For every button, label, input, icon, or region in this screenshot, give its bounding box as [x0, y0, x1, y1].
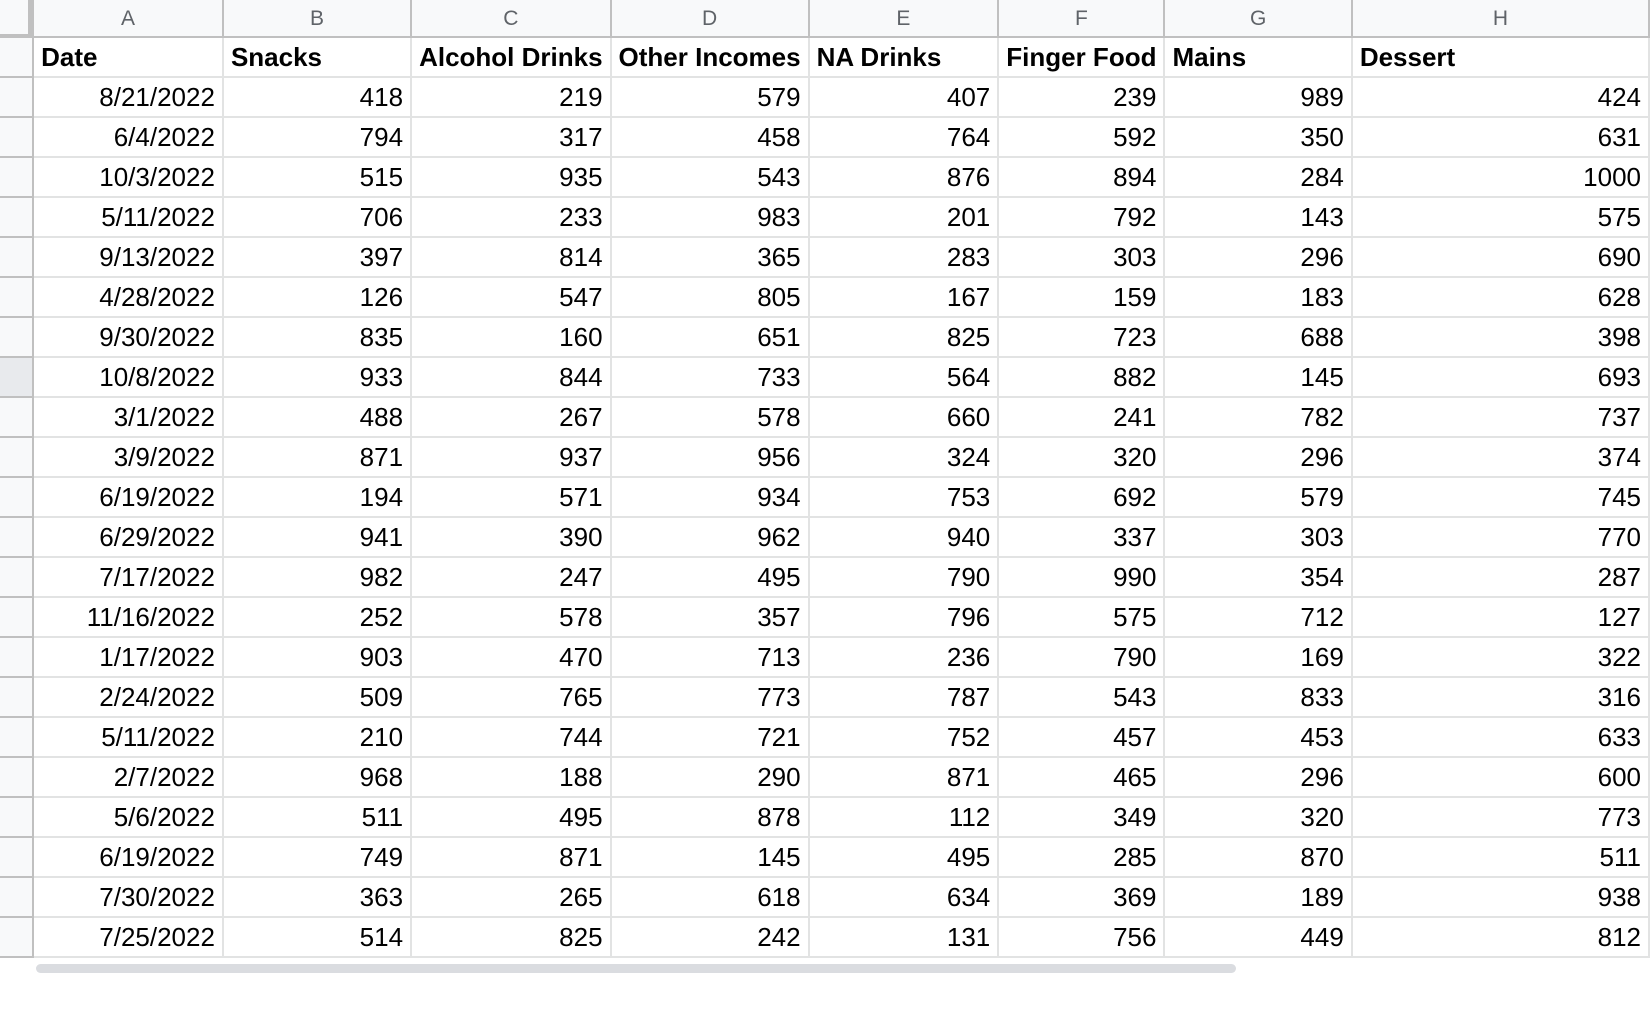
value-cell[interactable]: 933	[223, 357, 411, 397]
value-cell[interactable]: 488	[223, 397, 411, 437]
value-cell[interactable]: 126	[223, 277, 411, 317]
value-cell[interactable]: 418	[223, 77, 411, 117]
value-cell[interactable]: 941	[223, 517, 411, 557]
value-cell[interactable]: 692	[998, 477, 1164, 517]
value-cell[interactable]: 805	[611, 277, 809, 317]
table-row	[0, 277, 1649, 317]
value-cell[interactable]: 796	[809, 597, 999, 637]
date-cell[interactable]: 6/19/2022	[33, 837, 223, 877]
row-header[interactable]	[0, 397, 33, 437]
value-cell[interactable]: 870	[1164, 837, 1351, 877]
table-row	[0, 597, 1649, 637]
table-row	[0, 797, 1649, 837]
table-row	[0, 477, 1649, 517]
value-cell[interactable]: 390	[411, 517, 610, 557]
value-cell[interactable]: 160	[411, 317, 610, 357]
value-cell[interactable]: 357	[611, 597, 809, 637]
value-cell[interactable]: 792	[998, 197, 1164, 237]
row-header[interactable]	[0, 437, 33, 477]
row-header[interactable]	[0, 197, 33, 237]
value-cell[interactable]: 770	[1352, 517, 1649, 557]
value-cell[interactable]: 787	[809, 677, 999, 717]
value-cell[interactable]: 937	[411, 437, 610, 477]
row-header[interactable]	[0, 717, 33, 757]
value-cell[interactable]: 773	[1352, 797, 1649, 837]
value-cell[interactable]: 397	[223, 237, 411, 277]
row-header[interactable]	[0, 557, 33, 597]
value-cell[interactable]: 989	[1164, 77, 1351, 117]
row-header[interactable]	[0, 277, 33, 317]
value-cell[interactable]: 628	[1352, 277, 1649, 317]
header-cell[interactable]: Date	[33, 37, 223, 77]
value-cell[interactable]: 317	[411, 117, 610, 157]
row-header[interactable]	[0, 877, 33, 917]
row-header[interactable]	[0, 157, 33, 197]
value-cell[interactable]: 543	[611, 157, 809, 197]
column-header-f[interactable]: F	[998, 0, 1164, 37]
table-row	[0, 437, 1649, 477]
value-cell[interactable]: 982	[223, 557, 411, 597]
value-cell[interactable]: 183	[1164, 277, 1351, 317]
value-cell[interactable]: 350	[1164, 117, 1351, 157]
value-cell[interactable]: 660	[809, 397, 999, 437]
value-cell[interactable]: 721	[611, 717, 809, 757]
value-cell[interactable]: 242	[611, 917, 809, 957]
value-cell[interactable]: 458	[611, 117, 809, 157]
value-cell[interactable]: 575	[998, 597, 1164, 637]
value-cell[interactable]: 1000	[1352, 157, 1649, 197]
value-cell[interactable]: 252	[223, 597, 411, 637]
value-cell[interactable]: 398	[1352, 317, 1649, 357]
corner-divider	[28, 0, 32, 37]
value-cell[interactable]: 511	[223, 797, 411, 837]
value-cell[interactable]: 712	[1164, 597, 1351, 637]
value-cell[interactable]: 744	[411, 717, 610, 757]
date-cell[interactable]: 7/17/2022	[33, 557, 223, 597]
value-cell[interactable]: 320	[998, 437, 1164, 477]
value-cell[interactable]: 354	[1164, 557, 1351, 597]
value-cell[interactable]: 547	[411, 277, 610, 317]
date-cell[interactable]: 2/7/2022	[33, 757, 223, 797]
row-header[interactable]	[0, 597, 33, 637]
row-header[interactable]	[0, 237, 33, 277]
value-cell[interactable]: 578	[411, 597, 610, 637]
value-cell[interactable]: 723	[998, 317, 1164, 357]
row-header[interactable]	[0, 317, 33, 357]
value-cell[interactable]: 511	[1352, 837, 1649, 877]
value-cell[interactable]: 579	[1164, 477, 1351, 517]
value-cell[interactable]: 167	[809, 277, 999, 317]
value-cell[interactable]: 509	[223, 677, 411, 717]
header-cell[interactable]: NA Drinks	[809, 37, 999, 77]
value-cell[interactable]: 814	[411, 237, 610, 277]
value-cell[interactable]: 825	[809, 317, 999, 357]
value-cell[interactable]: 983	[611, 197, 809, 237]
value-cell[interactable]: 470	[411, 637, 610, 677]
value-cell[interactable]: 233	[411, 197, 610, 237]
value-cell[interactable]: 794	[223, 117, 411, 157]
value-cell[interactable]: 210	[223, 717, 411, 757]
date-cell[interactable]: 6/19/2022	[33, 477, 223, 517]
value-cell[interactable]: 369	[998, 877, 1164, 917]
value-cell[interactable]: 145	[1164, 357, 1351, 397]
value-cell[interactable]: 600	[1352, 757, 1649, 797]
table-header-row	[0, 37, 1649, 77]
value-cell[interactable]: 956	[611, 437, 809, 477]
date-cell[interactable]: 7/25/2022	[33, 917, 223, 957]
value-cell[interactable]: 201	[809, 197, 999, 237]
value-cell[interactable]: 296	[1164, 757, 1351, 797]
value-cell[interactable]: 363	[223, 877, 411, 917]
value-cell[interactable]: 571	[411, 477, 610, 517]
column-header-h[interactable]: H	[1352, 0, 1649, 37]
table-row	[0, 397, 1649, 437]
table-row	[0, 717, 1649, 757]
value-cell[interactable]: 871	[809, 757, 999, 797]
value-cell[interactable]: 790	[809, 557, 999, 597]
value-cell[interactable]: 825	[411, 917, 610, 957]
value-cell[interactable]: 618	[611, 877, 809, 917]
date-cell[interactable]: 6/4/2022	[33, 117, 223, 157]
value-cell[interactable]: 782	[1164, 397, 1351, 437]
table-row	[0, 157, 1649, 197]
value-cell[interactable]: 265	[411, 877, 610, 917]
value-cell[interactable]: 127	[1352, 597, 1649, 637]
value-cell[interactable]: 938	[1352, 877, 1649, 917]
value-cell[interactable]: 284	[1164, 157, 1351, 197]
table-row	[0, 677, 1649, 717]
value-cell[interactable]: 241	[998, 397, 1164, 437]
value-cell[interactable]: 285	[998, 837, 1164, 877]
table-row	[0, 757, 1649, 797]
value-cell[interactable]: 349	[998, 797, 1164, 837]
value-cell[interactable]: 871	[223, 437, 411, 477]
value-cell[interactable]: 564	[809, 357, 999, 397]
value-cell[interactable]: 940	[809, 517, 999, 557]
table-row	[0, 917, 1649, 957]
header-cell[interactable]: Other Incomes	[611, 37, 809, 77]
value-cell[interactable]: 745	[1352, 477, 1649, 517]
value-cell[interactable]: 962	[611, 517, 809, 557]
value-cell[interactable]: 882	[998, 357, 1164, 397]
value-cell[interactable]: 844	[411, 357, 610, 397]
value-cell[interactable]: 764	[809, 117, 999, 157]
value-cell[interactable]: 188	[411, 757, 610, 797]
value-cell[interactable]: 651	[611, 317, 809, 357]
value-cell[interactable]: 495	[411, 797, 610, 837]
header-cell[interactable]: Dessert	[1352, 37, 1649, 77]
value-cell[interactable]: 290	[611, 757, 809, 797]
value-cell[interactable]: 790	[998, 637, 1164, 677]
date-cell[interactable]: 7/30/2022	[33, 877, 223, 917]
row-header[interactable]	[0, 757, 33, 797]
value-cell[interactable]: 495	[611, 557, 809, 597]
corner-divider-bottom	[0, 34, 33, 37]
column-header-e[interactable]: E	[809, 0, 999, 37]
row-header[interactable]	[0, 477, 33, 517]
value-cell[interactable]: 575	[1352, 197, 1649, 237]
value-cell[interactable]: 247	[411, 557, 610, 597]
value-cell[interactable]: 733	[611, 357, 809, 397]
table-row	[0, 117, 1649, 157]
value-cell[interactable]: 296	[1164, 437, 1351, 477]
value-cell[interactable]: 337	[998, 517, 1164, 557]
header-cell[interactable]: Alcohol Drinks	[411, 37, 610, 77]
value-cell[interactable]: 773	[611, 677, 809, 717]
table-row	[0, 637, 1649, 677]
table-row	[0, 357, 1649, 397]
date-cell[interactable]: 5/11/2022	[33, 197, 223, 237]
table-row	[0, 517, 1649, 557]
row-header[interactable]	[0, 37, 33, 77]
value-cell[interactable]: 749	[223, 837, 411, 877]
row-header[interactable]	[0, 677, 33, 717]
value-cell[interactable]: 765	[411, 677, 610, 717]
date-cell[interactable]: 10/8/2022	[33, 357, 223, 397]
value-cell[interactable]: 465	[998, 757, 1164, 797]
value-cell[interactable]: 634	[809, 877, 999, 917]
date-cell[interactable]: 6/29/2022	[33, 517, 223, 557]
value-cell[interactable]: 578	[611, 397, 809, 437]
date-cell[interactable]: 9/13/2022	[33, 237, 223, 277]
value-cell[interactable]: 833	[1164, 677, 1351, 717]
value-cell[interactable]: 324	[809, 437, 999, 477]
value-cell[interactable]: 316	[1352, 677, 1649, 717]
row-header[interactable]	[0, 357, 33, 397]
row-header[interactable]	[0, 117, 33, 157]
value-cell[interactable]: 756	[998, 917, 1164, 957]
column-header-d[interactable]: D	[611, 0, 809, 37]
value-cell[interactable]: 236	[809, 637, 999, 677]
value-cell[interactable]: 990	[998, 557, 1164, 597]
value-cell[interactable]: 267	[411, 397, 610, 437]
date-cell[interactable]: 2/24/2022	[33, 677, 223, 717]
value-cell[interactable]: 219	[411, 77, 610, 117]
value-cell[interactable]: 322	[1352, 637, 1649, 677]
value-cell[interactable]: 194	[223, 477, 411, 517]
value-cell[interactable]: 968	[223, 757, 411, 797]
date-cell[interactable]: 3/1/2022	[33, 397, 223, 437]
value-cell[interactable]: 878	[611, 797, 809, 837]
value-cell[interactable]: 131	[809, 917, 999, 957]
value-cell[interactable]: 407	[809, 77, 999, 117]
value-cell[interactable]: 706	[223, 197, 411, 237]
date-cell[interactable]: 4/28/2022	[33, 277, 223, 317]
row-header[interactable]	[0, 77, 33, 117]
value-cell[interactable]: 365	[611, 237, 809, 277]
date-cell[interactable]: 5/6/2022	[33, 797, 223, 837]
value-cell[interactable]: 189	[1164, 877, 1351, 917]
date-cell[interactable]: 11/16/2022	[33, 597, 223, 637]
value-cell[interactable]: 287	[1352, 557, 1649, 597]
table-row	[0, 877, 1649, 917]
value-cell[interactable]: 631	[1352, 117, 1649, 157]
value-cell[interactable]: 296	[1164, 237, 1351, 277]
value-cell[interactable]: 894	[998, 157, 1164, 197]
value-cell[interactable]: 693	[1352, 357, 1649, 397]
date-cell[interactable]: 10/3/2022	[33, 157, 223, 197]
value-cell[interactable]: 112	[809, 797, 999, 837]
value-cell[interactable]: 169	[1164, 637, 1351, 677]
value-cell[interactable]: 514	[223, 917, 411, 957]
value-cell[interactable]: 424	[1352, 77, 1649, 117]
table-row	[0, 237, 1649, 277]
column-header-c[interactable]: C	[411, 0, 610, 37]
table-row	[0, 557, 1649, 597]
value-cell[interactable]: 374	[1352, 437, 1649, 477]
column-header-row	[0, 0, 1649, 37]
value-cell[interactable]: 143	[1164, 197, 1351, 237]
date-cell[interactable]: 3/9/2022	[33, 437, 223, 477]
select-all-corner[interactable]	[0, 0, 33, 37]
value-cell[interactable]: 688	[1164, 317, 1351, 357]
row-header[interactable]	[0, 797, 33, 837]
value-cell[interactable]: 876	[809, 157, 999, 197]
value-cell[interactable]: 283	[809, 237, 999, 277]
horizontal-scrollbar-thumb[interactable]	[36, 964, 1236, 973]
value-cell[interactable]: 320	[1164, 797, 1351, 837]
value-cell[interactable]: 515	[223, 157, 411, 197]
value-cell[interactable]: 690	[1352, 237, 1649, 277]
date-cell[interactable]: 9/30/2022	[33, 317, 223, 357]
value-cell[interactable]: 835	[223, 317, 411, 357]
row-header[interactable]	[0, 517, 33, 557]
value-cell[interactable]: 753	[809, 477, 999, 517]
value-cell[interactable]: 449	[1164, 917, 1351, 957]
value-cell[interactable]: 239	[998, 77, 1164, 117]
date-cell[interactable]: 1/17/2022	[33, 637, 223, 677]
value-cell[interactable]: 592	[998, 117, 1164, 157]
value-cell[interactable]: 871	[411, 837, 610, 877]
table-row	[0, 837, 1649, 877]
row-header[interactable]	[0, 637, 33, 677]
date-cell[interactable]: 8/21/2022	[33, 77, 223, 117]
row-header[interactable]	[0, 917, 33, 957]
value-cell[interactable]: 495	[809, 837, 999, 877]
value-cell[interactable]: 903	[223, 637, 411, 677]
column-header-g[interactable]: G	[1164, 0, 1351, 37]
table-row	[0, 197, 1649, 237]
value-cell[interactable]: 543	[998, 677, 1164, 717]
header-cell[interactable]: Finger Food	[998, 37, 1164, 77]
date-cell[interactable]: 5/11/2022	[33, 717, 223, 757]
value-cell[interactable]: 579	[611, 77, 809, 117]
header-cell[interactable]: Snacks	[223, 37, 411, 77]
column-header-b[interactable]: B	[223, 0, 411, 37]
header-cell[interactable]: Mains	[1164, 37, 1351, 77]
value-cell[interactable]: 453	[1164, 717, 1351, 757]
value-cell[interactable]: 145	[611, 837, 809, 877]
column-header-a[interactable]: A	[33, 0, 223, 37]
value-cell[interactable]: 935	[411, 157, 610, 197]
value-cell[interactable]: 713	[611, 637, 809, 677]
value-cell[interactable]: 457	[998, 717, 1164, 757]
value-cell[interactable]: 303	[1164, 517, 1351, 557]
value-cell[interactable]: 303	[998, 237, 1164, 277]
table-row	[0, 317, 1649, 357]
value-cell[interactable]: 159	[998, 277, 1164, 317]
value-cell[interactable]: 812	[1352, 917, 1649, 957]
value-cell[interactable]: 752	[809, 717, 999, 757]
value-cell[interactable]: 633	[1352, 717, 1649, 757]
table-row	[0, 77, 1649, 117]
row-header[interactable]	[0, 837, 33, 877]
value-cell[interactable]: 934	[611, 477, 809, 517]
value-cell[interactable]: 737	[1352, 397, 1649, 437]
